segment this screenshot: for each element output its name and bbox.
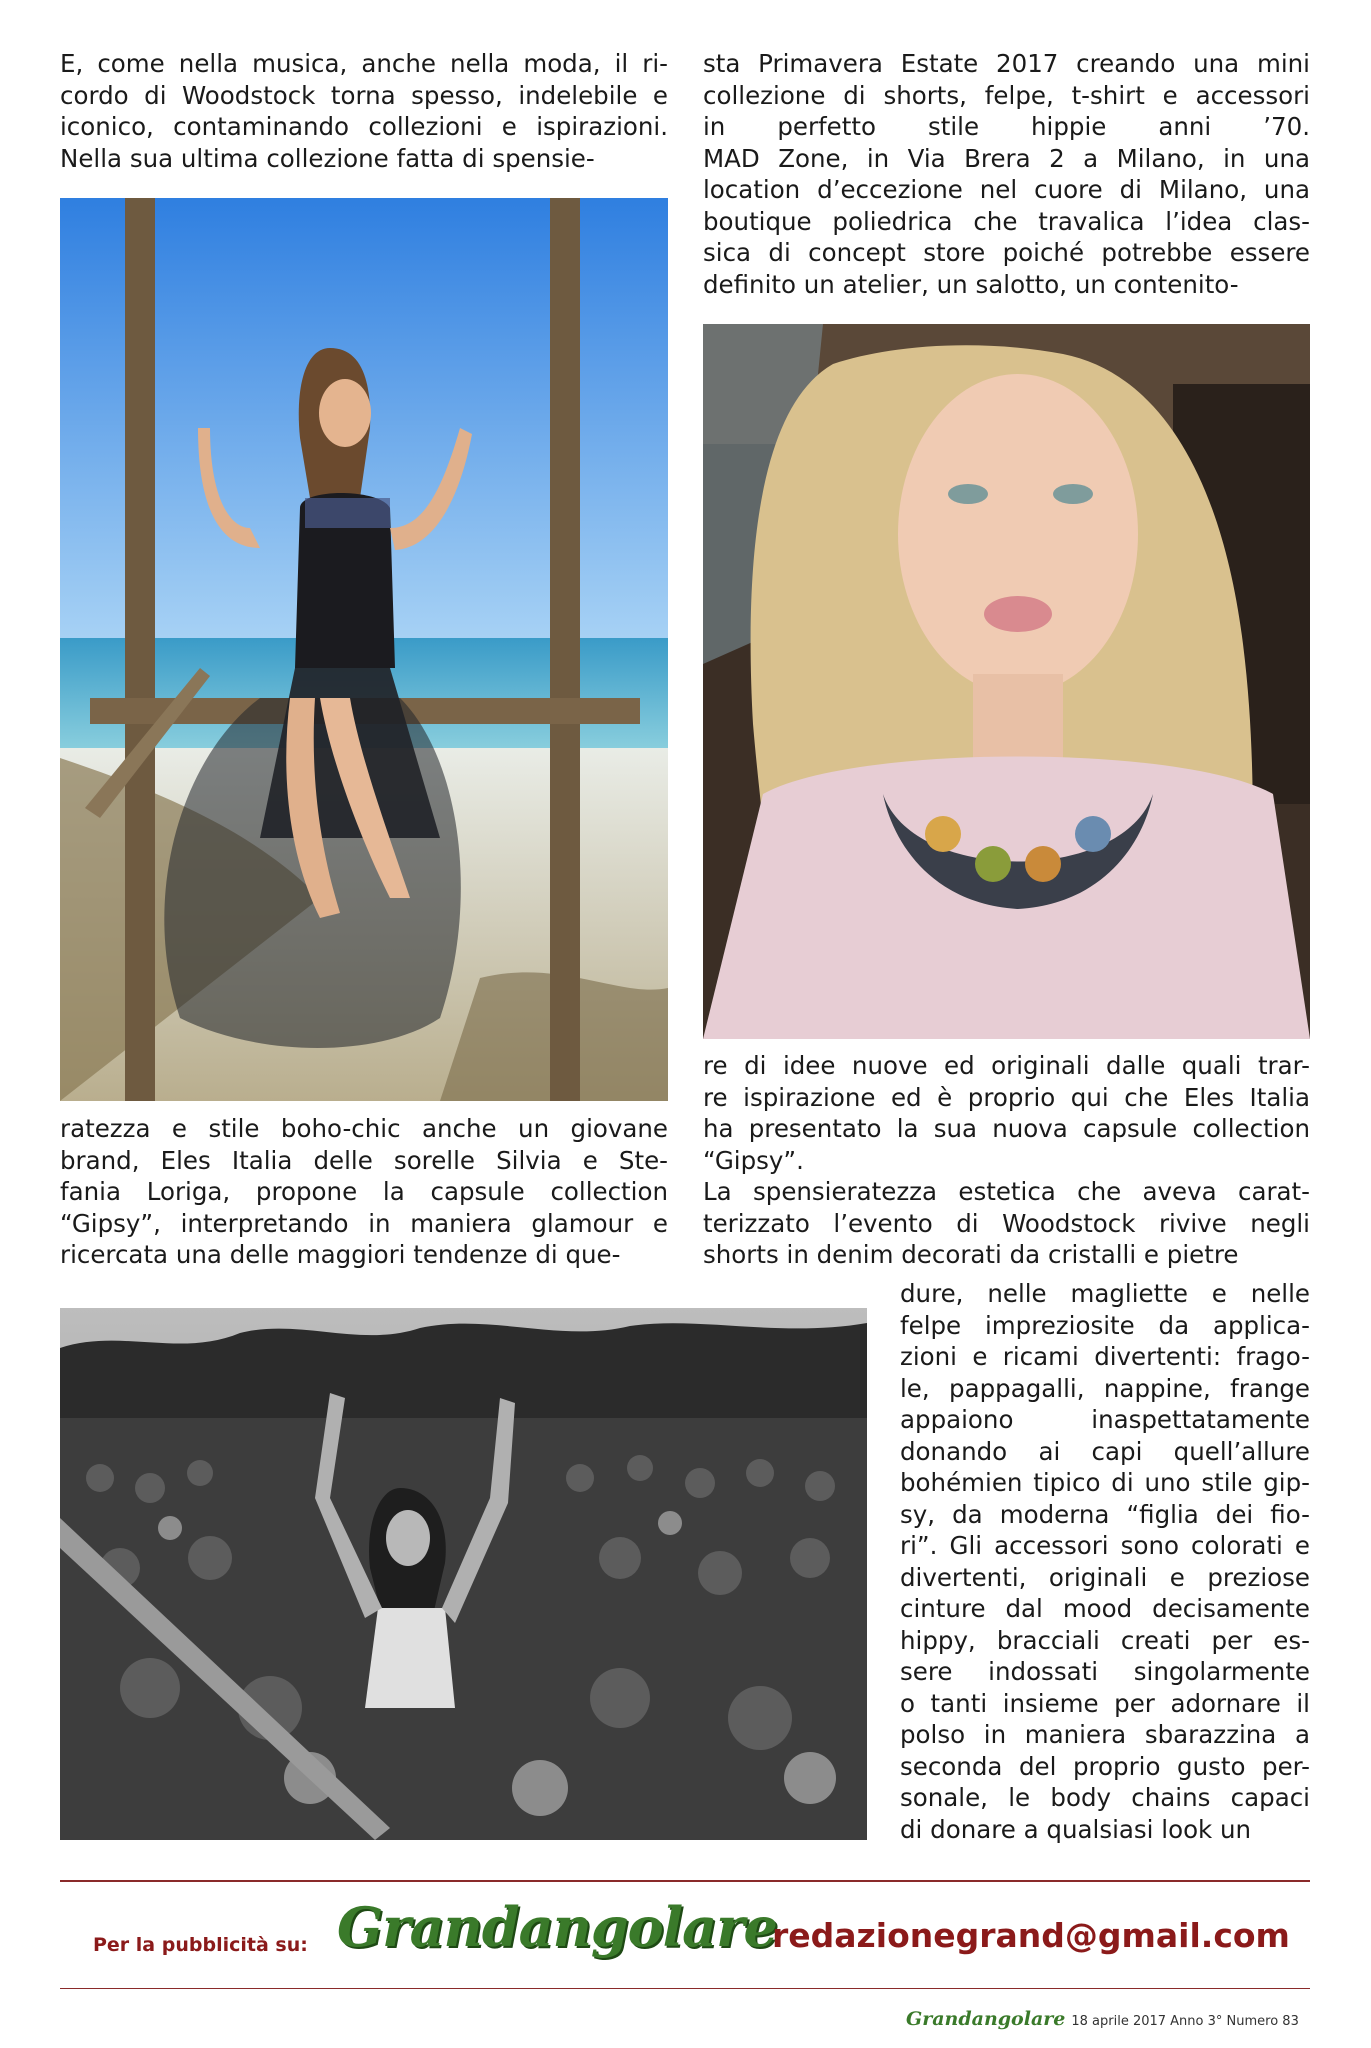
article-col1-mid [60,1113,668,1271]
text-line: di donare a qualsiasi look un [900,1814,1252,1844]
footer-bottom-rule [60,1988,1310,1989]
article-col2-bottom [900,1278,1310,1845]
advertising-label: Per la pubblicità su: [93,1934,308,1956]
text-line: ratezza e stile boho-chic anche un giovane [60,1114,668,1143]
folio-brand: Grandangolare [906,2008,1066,2030]
text-line: sere indossati singolarmente [900,1657,1310,1686]
text-line: cinture dal mood decisamente [900,1594,1310,1623]
text-line: cordo di Woodstock torna spesso, indelebile e [60,80,668,110]
text-line: La spensieratezza estetica che aveva carat- [703,1177,1310,1206]
text-line: re di idee nuove ed originali dalle quali trar- [703,1051,1310,1080]
text-line: MAD Zone, in Via Brera 2 a Milano, in una [703,143,1310,173]
text-line: definito un atelier, un salotto, un contenito- [703,269,1239,299]
article-col2-top [703,48,1310,300]
text-line: iconico, contaminando collezioni e ispirazioni. [60,112,668,141]
text-line: location d’eccezione nel cuore di Milano, una [703,175,1310,204]
text-line: appaiono inaspettatamente [900,1405,1310,1434]
text-line: dure, nelle magliette e nelle [900,1279,1310,1308]
masthead-logo: Grandangolare [337,1895,777,1959]
text-line: sica di concept store poiché potrebbe essere [703,238,1310,267]
text-line: re ispirazione ed è proprio qui che Eles Italia [703,1082,1310,1112]
text-line: in perfetto stile hippie anni ’70. [703,112,1310,141]
beach-photo [60,198,668,1101]
folio-issue-info: 18 aprile 2017 Anno 3° Numero 83 [1071,2014,1299,2029]
text-line: polso in maniera sbarazzina a [900,1720,1310,1749]
text-line: ri”. Gli accessori sono colorati e [900,1531,1310,1560]
text-line: sta Primavera Estate 2017 creando una mini [703,49,1310,78]
text-line: hippy, bracciali creati per es- [900,1625,1310,1655]
text-line: bohémien tipico di uno stile gip- [900,1468,1310,1497]
article-col1-top [60,48,668,174]
text-line: E, come nella musica, anche nella moda, il ri- [60,49,668,78]
text-line: collezione di shorts, felpe, t-shirt e accessori [703,80,1310,110]
text-line: Nella sua ultima collezione fatta di spensie- [60,143,595,173]
text-line: terizzato l’evento di Woodstock rivive negli [703,1208,1310,1238]
text-line: sy, da moderna “figlia dei fio- [900,1499,1310,1529]
woodstock-crowd-photo [60,1308,867,1840]
text-line: brand, Eles Italia delle sorelle Silvia e Ste- [60,1145,668,1175]
text-line: o tanti insieme per adornare il [900,1688,1310,1718]
contact-email[interactable]: redazionegrand@gmail.com [772,1916,1290,1955]
text-line: “Gipsy”. [703,1145,804,1175]
text-line: ricercata una delle maggiori tendenze di que- [60,1240,621,1269]
text-line: ha presentato la sua nuova capsule collection [703,1114,1310,1143]
portrait-photo [703,324,1310,1039]
footer-top-rule [60,1880,1310,1882]
text-line: zioni e ricami divertenti: frago- [900,1342,1310,1371]
text-line: fania Loriga, propone la capsule collection [60,1177,668,1206]
article-col2-mid [703,1050,1310,1271]
text-line: felpe impreziosite da applica- [900,1310,1310,1340]
text-line: sonale, le body chains capaci [900,1783,1310,1812]
text-line: divertenti, originali e preziose [900,1562,1310,1592]
text-line: le, pappagalli, nappine, frange [900,1373,1310,1403]
page-folio [906,2008,1299,2030]
text-line: “Gipsy”, interpretando in maniera glamour e [60,1208,668,1238]
text-line: seconda del proprio gusto per- [900,1751,1310,1781]
text-line: donando ai capi quell’allure [900,1436,1310,1466]
text-line: shorts in denim decorati da cristalli e pietre [703,1240,1239,1269]
text-line: boutique poliedrica che travalica l’idea clas- [703,206,1310,236]
